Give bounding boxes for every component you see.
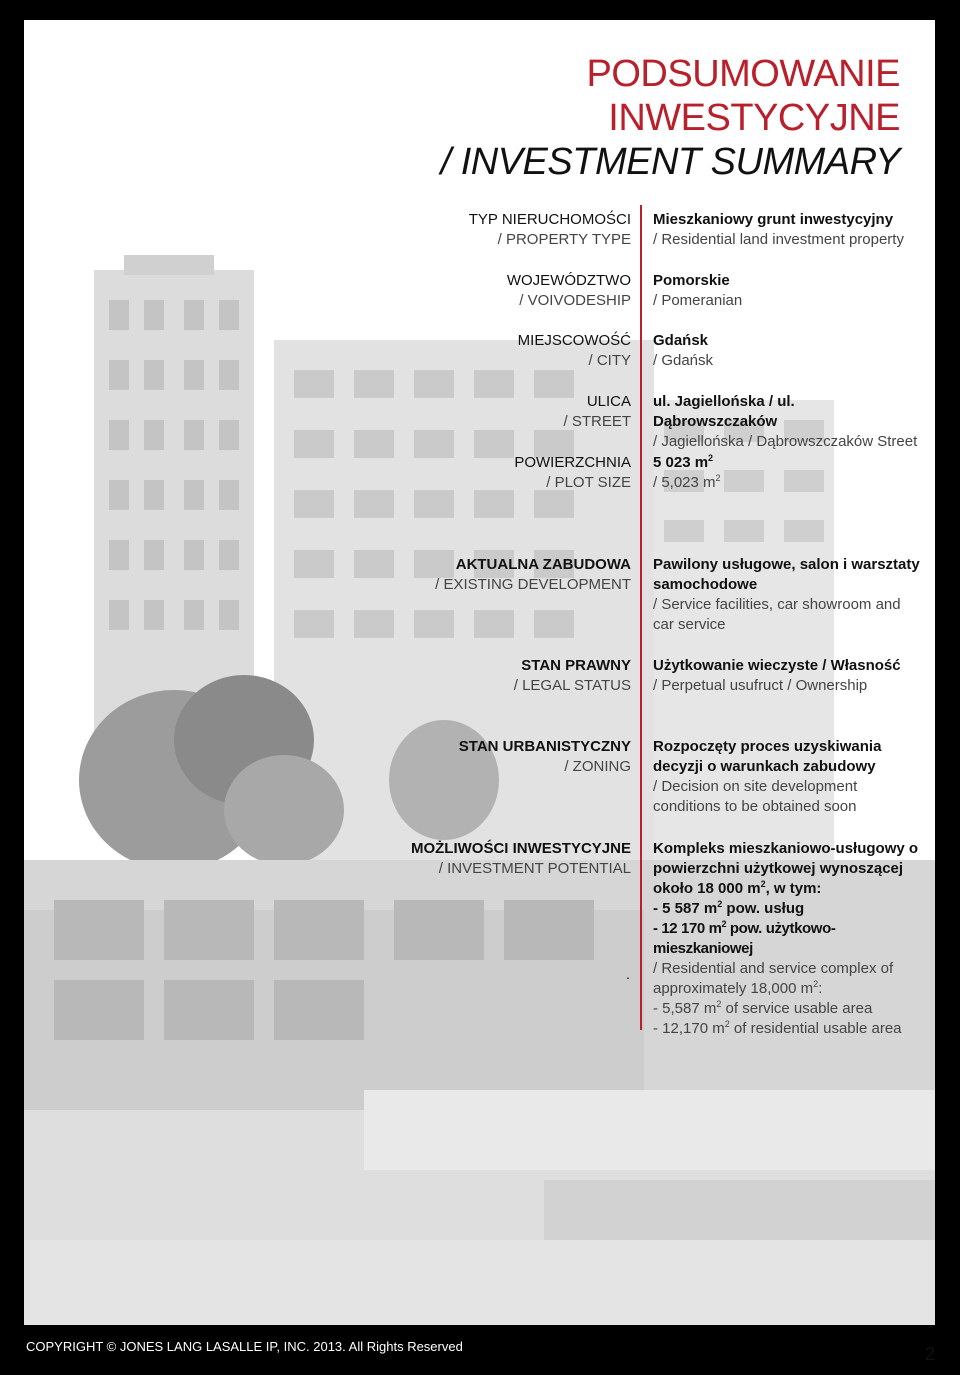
value-existing-development: Pawilony usługowe, salon i warsztaty samochodowe / Service facilities, car showroom and car service <box>653 556 920 633</box>
value-zoning: Rozpoczęty proces uzyskiwania decyzji o warunkach zabudowy / Decision on site development conditions to be obtained soon <box>653 738 882 815</box>
label-street: ULICA / STREET <box>563 393 631 430</box>
right-band <box>935 0 960 1375</box>
label-voivodeship: WOJEWÓDZTWO / VOIVODESHIP <box>506 272 631 309</box>
value-investment-potential: Kompleks mieszkaniowo-usługowy o powierzchni użytkowej wynoszącej około 18 000 $m^2$, w tym: - 5 587 $m^2$ pow. usług - 12 170 $m^2$ pow. użytkowo-mieszkaniowej / Residential and service complex of approximately 18,000 $m^2$: - 5,587 $m^2$ of service usable area - 12,170 $m^2$ of residential usable area <box>653 840 919 1037</box>
copyright-text: COPYRIGHT © JONES LANG LASALLE IP, INC. 2013. All Rights Reserved <box>26 1339 463 1354</box>
label-legal-status: STAN PRAWNY / LEGAL STATUS <box>513 657 631 694</box>
page-title <box>300 52 900 184</box>
table-divider <box>640 205 642 1030</box>
value-property-type: Mieszkaniowy grunt inwestycyjny / Residential land investment property <box>653 211 904 248</box>
title-polish: PODSUMOWANIE INWESTYCYJNE <box>586 53 900 139</box>
page-number: 2 <box>925 1344 936 1364</box>
label-plot-size: POWIERZCHNIA / PLOT SIZE <box>514 454 631 491</box>
top-band <box>0 0 960 20</box>
label-city: MIEJSCOWOŚĆ / CITY <box>517 332 631 369</box>
title-english: / INVESTMENT SUMMARY <box>440 141 900 183</box>
value-plot-size: 5 023 $m^2$ / 5,023 $m^2$ <box>653 453 721 491</box>
label-property-type: TYP NIERUCHOMOŚCI / PROPERTY TYPE <box>468 211 631 248</box>
value-city: Gdańsk / Gdańsk <box>653 332 714 369</box>
label-zoning: STAN URBANISTYCZNY / ZONING <box>458 738 631 775</box>
label-existing-development: AKTUALNA ZABUDOWA / EXISTING DEVELOPMENT <box>435 556 631 593</box>
value-voivodeship: Pomorskie / Pomeranian <box>653 272 743 309</box>
value-street: ul. Jagiellońska / ul. Dąbrowszczaków / Jagiellońska / Dąbrowszczaków Street <box>653 393 918 450</box>
value-legal-status: Użytkowanie wieczyste / Własność / Perpetual usufruct / Ownership <box>653 657 901 694</box>
label-investment-potential: MOŻLIWOŚCI INWESTYCYJNE / INVESTMENT POTENTIAL <box>410 840 631 877</box>
left-band <box>0 0 24 1375</box>
stray-dot: . <box>626 966 630 982</box>
